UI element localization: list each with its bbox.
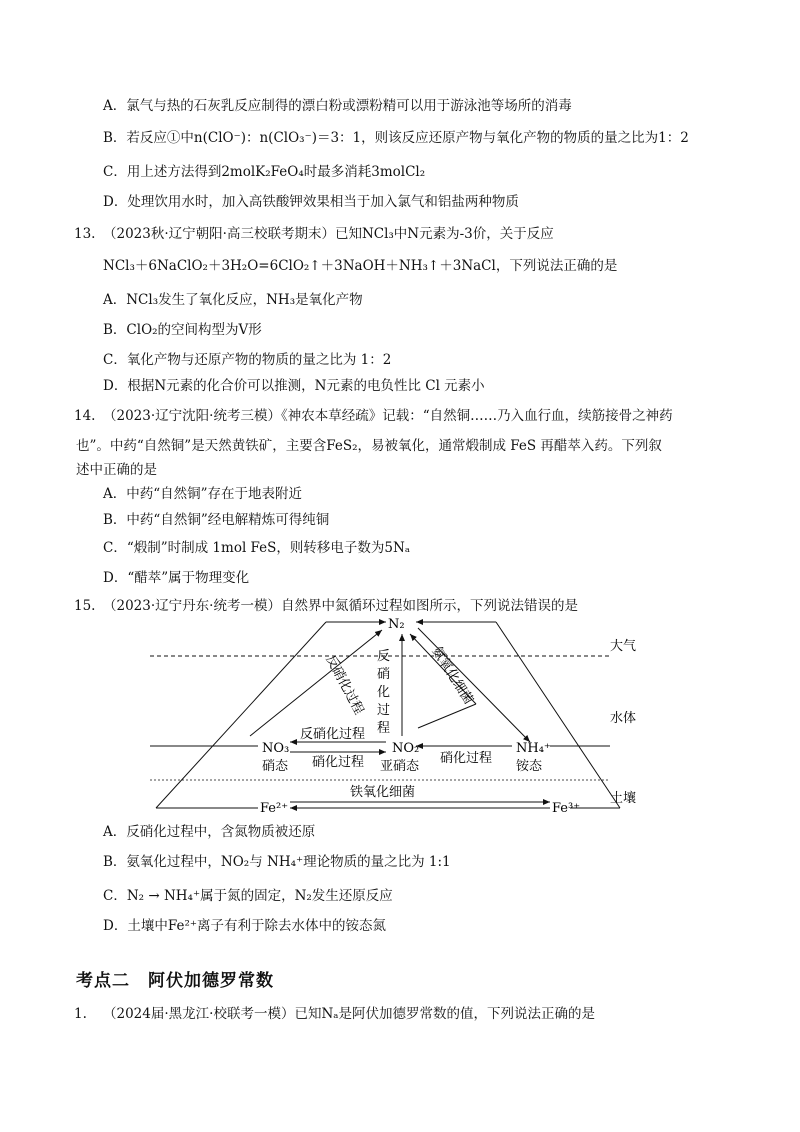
q13-number: 13.: [74, 226, 96, 242]
section-heading: 考点二 阿伏加德罗常数: [76, 971, 274, 991]
nh4-state-label: 铵态: [516, 759, 543, 774]
q13-stem-line2: NCl₃＋6NaClO₂＋3H₂O=6ClO₂↑＋3NaOH＋NH₃↑＋3NaCl，下列说法正确的是: [103, 258, 618, 274]
denit-vertical-char: 程: [377, 721, 391, 736]
q14-option-c: C．“煅制”时制成 1mol FeS，则转移电子数为5Nₐ: [103, 540, 411, 556]
q14-option-b: B．中药“自然铜”经电解精炼可得纯铜: [103, 512, 330, 528]
q13-option-b: B．ClO₂的空间构型为V形: [103, 322, 262, 338]
no2-state-label: 亚硝态: [380, 759, 420, 774]
n2-to-nh4-arrow: [418, 628, 530, 742]
q1-number: 1.: [74, 1006, 87, 1022]
q13-option-c: C．氧化产物与还原产物的物质的量之比为 1：2: [103, 352, 392, 368]
q14-stem-line2: 也”。中药“自然铜”是天然黄铁矿，主要含FeS₂，易被氧化，通常煅制成 FeS 再醋萃入药。下列叙: [76, 438, 662, 454]
n2-label: N₂: [388, 617, 405, 632]
no3-label: NO₃: [262, 741, 290, 756]
denit-horizontal-label: 反硝化过程: [300, 727, 366, 742]
denit-vertical-label: [377, 649, 390, 736]
nitrif-left-label: 硝化过程: [312, 755, 365, 770]
q15-option-b: B．氨氧化过程中，NO₂与 NH₄⁺理论物质的量之比为 1:1: [103, 854, 451, 870]
q15-option-c: C．N₂ → NH₄⁺属于氮的固定，N₂发生还原反应: [103, 888, 393, 904]
nitrogen-cycle-diagram: [140, 612, 660, 824]
q13-option-d: D．根据N元素的化合价可以推测，N元素的电负性比 Cl 元素小: [103, 378, 485, 394]
fe3-label: Fe³⁺: [552, 801, 581, 816]
q14-number: 14.: [74, 408, 96, 424]
q12-option-d: D．处理饮用水时，加入高铁酸钾效果相当于加入氯气和铝盐两种物质: [103, 194, 519, 210]
anammox-label: 氨氧化细菌: [428, 644, 476, 708]
q12-option-b: B．若反应①中n(ClO⁻)：n(ClO₃⁻)＝3：1，则该反应还原产物与氧化产物的物质的量之比为1：2: [103, 130, 689, 146]
q14-option-a: A．中药“自然铜”存在于地表附近: [103, 486, 303, 502]
q13-stem-line1: （2023秋·辽宁朝阳·高三校联考期末）已知NCl₃中N元素为-3价，关于反应: [103, 226, 554, 242]
frame-left-diagonal: [156, 622, 326, 808]
q12-option-c: C．用上述方法得到2molK₂FeO₄时最多消耗3molCl₂: [103, 164, 426, 180]
q14-stem-line3: 述中正确的是: [76, 462, 157, 478]
no3-state-label: 硝态: [262, 759, 289, 774]
nitrif-right-label: 硝化过程: [440, 751, 493, 766]
q15-option-d: D．土壤中Fe²⁺离子有利于除去水体中的铵态氮: [103, 918, 386, 934]
q15-option-a: A．反硝化过程中，含氮物质被还原: [103, 824, 316, 840]
denit-vertical-char: 过: [377, 703, 391, 718]
layer-soil-label: 土壤: [610, 791, 637, 806]
layer-air-label: 大气: [610, 639, 637, 654]
nh4-label: NH₄⁺: [516, 741, 551, 756]
q14-stem-line1: （2023·辽宁沈阳·统考三模）《神农本草经疏》记载：“自然铜……乃入血行血，续筋接骨之神药: [103, 408, 673, 424]
q15-stem: （2023·辽宁丹东·统考一模）自然界中氮循环过程如图所示，下列说法错误的是: [103, 598, 578, 614]
iron-bacteria-label: 铁氧化细菌: [350, 785, 416, 800]
fe2-label: Fe²⁺: [260, 801, 289, 816]
denit-diagonal-label: 反硝化过程: [322, 652, 367, 718]
denit-vertical-char: 反: [377, 649, 391, 664]
layer-water-label: 水体: [610, 711, 637, 726]
denit-vertical-char: 化: [377, 685, 391, 700]
q13-option-a: A．NCl₃发生了氧化反应，NH₃是氧化产物: [103, 292, 363, 308]
no2-label: NO₂: [392, 741, 420, 756]
denit-vertical-char: 硝: [377, 667, 391, 682]
q15-number: 15.: [74, 598, 96, 614]
q1-stem: （2024届·黑龙江·校联考一模）已知Nₐ是阿伏加德罗常数的值，下列说法正确的是: [103, 1006, 595, 1022]
q14-option-d: D．“醋萃”属于物理变化: [103, 570, 250, 586]
q12-option-a: A．氯气与热的石灰乳反应制得的漂白粉或漂粉精可以用于游泳池等场所的消毒: [103, 98, 572, 114]
